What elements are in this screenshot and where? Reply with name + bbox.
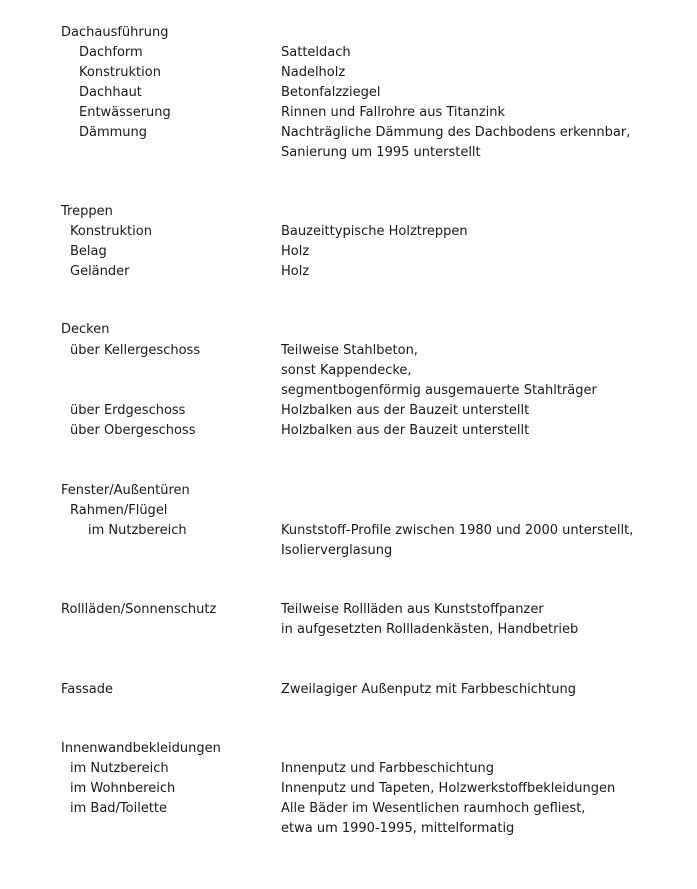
spec-row-daemmung-continued bbox=[0, 143, 697, 163]
spec-row-belag bbox=[0, 242, 697, 262]
spec-value: Nachträgliche Dämmung des Dachbodens erkennbar, bbox=[281, 125, 631, 140]
spec-value: Teilweise Stahlbeton, bbox=[281, 343, 418, 358]
spec-row-ueber-kellergeschoss-continued bbox=[0, 361, 697, 381]
spec-value-continued: in aufgesetzten Rollladenkästen, Handbetrieb bbox=[281, 622, 579, 637]
spec-value-continued: segmentbogenförmig ausgemauerte Stahlträger bbox=[281, 383, 597, 398]
section-heading: Innenwandbekleidungen bbox=[61, 741, 221, 756]
spec-value: Betonfalzziegel bbox=[281, 85, 381, 100]
spec-row-im-nutzbereich bbox=[0, 759, 697, 779]
spec-label: Belag bbox=[70, 244, 107, 259]
spec-label: Dachform bbox=[79, 45, 143, 60]
spec-value: Satteldach bbox=[281, 45, 351, 60]
section-heading: Dachausführung bbox=[61, 25, 169, 40]
spec-row-daemmung bbox=[0, 123, 697, 143]
spec-label: über Obergeschoss bbox=[70, 423, 196, 438]
spec-label: im Nutzbereich bbox=[70, 761, 169, 776]
spec-label: im Wohnbereich bbox=[70, 781, 176, 796]
spec-label: Dachhaut bbox=[79, 85, 142, 100]
spec-value: Bauzeittypische Holztreppen bbox=[281, 224, 468, 239]
spec-label: über Erdgeschoss bbox=[70, 403, 186, 418]
spec-label: im Bad/Toilette bbox=[70, 801, 168, 816]
spec-row-gelaender bbox=[0, 262, 697, 282]
spec-value-continued: Sanierung um 1995 unterstellt bbox=[281, 145, 481, 160]
section-heading: Fassade bbox=[61, 682, 114, 697]
spec-value: Innenputz und Farbbeschichtung bbox=[281, 761, 495, 776]
spec-row-im-nutzbereich bbox=[0, 521, 697, 541]
spec-row-dachhaut bbox=[0, 83, 697, 103]
spec-row-ueber-obergeschoss bbox=[0, 421, 697, 441]
spec-row-dachform bbox=[0, 43, 697, 63]
section-subheading: Rahmen/Flügel bbox=[70, 503, 168, 518]
spec-row-im-bad-toilette-continued bbox=[0, 819, 697, 839]
section-heading-fassade bbox=[0, 680, 697, 700]
spec-label: Geländer bbox=[70, 264, 130, 279]
spec-value: Teilweise Rollläden aus Kunststoffpanzer bbox=[281, 602, 544, 617]
section-heading: Fenster/Außentüren bbox=[61, 483, 190, 498]
spec-value: Kunststoff-Profile zwischen 1980 und 2000 unterstellt, bbox=[281, 523, 634, 538]
spec-row-ueber-kellergeschoss-continued bbox=[0, 381, 697, 401]
spec-value: Holzbalken aus der Bauzeit unterstellt bbox=[281, 423, 530, 438]
spec-label: Konstruktion bbox=[70, 224, 152, 239]
spec-row-konstruktion bbox=[0, 63, 697, 83]
spec-value: Zweilagiger Außenputz mit Farbbeschichtung bbox=[281, 682, 577, 697]
spec-value-continued: sonst Kappendecke, bbox=[281, 363, 412, 378]
spec-row-im-wohnbereich bbox=[0, 779, 697, 799]
spec-row-entwaesserung bbox=[0, 103, 697, 123]
spec-value: Holzbalken aus der Bauzeit unterstellt bbox=[281, 403, 530, 418]
spec-value-continued: etwa um 1990-1995, mittelformatig bbox=[281, 821, 515, 836]
spec-row-konstruktion bbox=[0, 222, 697, 242]
spec-row-rolllaeden-continued bbox=[0, 620, 697, 640]
spec-value: Holz bbox=[281, 264, 310, 279]
spec-value-continued: Isolierverglasung bbox=[281, 543, 393, 558]
section-heading-treppen bbox=[0, 202, 697, 222]
section-heading: Rollläden/Sonnenschutz bbox=[61, 602, 217, 617]
spec-value: Rinnen und Fallrohre aus Titanzink bbox=[281, 105, 506, 120]
spec-value: Innenputz und Tapeten, Holzwerkstoffbekleidungen bbox=[281, 781, 616, 796]
spec-label: Dämmung bbox=[79, 125, 148, 140]
spec-row-im-nutzbereich-continued bbox=[0, 541, 697, 561]
section-heading: Decken bbox=[61, 322, 110, 337]
spec-row-ueber-kellergeschoss bbox=[0, 341, 697, 361]
section-heading-dachausfuehrung bbox=[0, 23, 697, 43]
section-subheading-rahmen bbox=[0, 501, 697, 521]
spec-label: Entwässerung bbox=[79, 105, 171, 120]
spec-value: Holz bbox=[281, 244, 310, 259]
section-heading-decken bbox=[0, 320, 697, 340]
spec-row-im-bad-toilette bbox=[0, 799, 697, 819]
spec-label: über Kellergeschoss bbox=[70, 343, 201, 358]
section-heading-innenwandbekleidungen bbox=[0, 739, 697, 759]
spec-value: Nadelholz bbox=[281, 65, 346, 80]
spec-value: Alle Bäder im Wesentlichen raumhoch gefliest, bbox=[281, 801, 586, 816]
spec-row-ueber-erdgeschoss bbox=[0, 401, 697, 421]
section-heading-fenster bbox=[0, 481, 697, 501]
spec-label: im Nutzbereich bbox=[88, 523, 187, 538]
section-heading-rolllaeden bbox=[0, 600, 697, 620]
section-heading: Treppen bbox=[61, 204, 113, 219]
spec-label: Konstruktion bbox=[79, 65, 161, 80]
